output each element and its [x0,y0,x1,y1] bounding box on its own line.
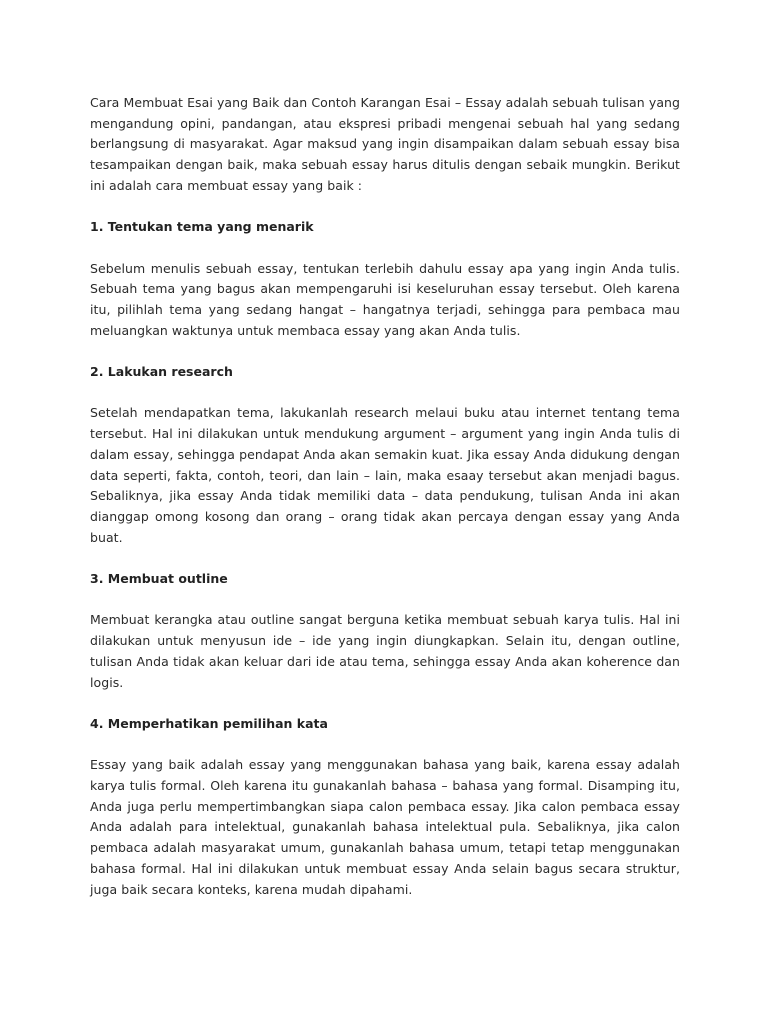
section-3 [90,569,680,693]
section-2 [90,362,680,548]
section-1 [90,217,680,341]
intro-paragraph: Cara Membuat Esai yang Baik dan Contoh Karangan Esai – Essay adalah sebuah tulisan yang mengandung opini, pandangan, atau ekspresi pribadi mengenai sebuah hal yang sedang berlangsung di masyarakat. Agar maksud yang ingin disampaikan dalam sebuah essay bisa tesampaikan dengan baik, maka sebuah essay harus ditulis dengan sebaik mungkin. Berikut ini adalah cara membuat essay yang baik : [90,95,680,193]
document-page [90,93,680,921]
section-paragraph: Membuat kerangka atau outline sangat berguna ketika membuat sebuah karya tulis. Hal ini dilakukan untuk menyusun ide – ide yang ingin diungkapkan. Selain itu, dengan outline, tulisan Anda tidak akan keluar dari ide atau tema, sehingga essay Anda akan koherence dan logis. [90,612,680,690]
section-4 [90,714,680,900]
section-heading: 4. Memperhatikan pemilihan kata [90,715,328,731]
section-heading: 3. Membuat outline [90,571,228,587]
section-paragraph: Essay yang baik adalah essay yang menggunakan bahasa yang baik, karena essay adalah karya tulis formal. Oleh karena itu gunakanlah bahasa – bahasa yang formal. Disamping itu, Anda juga perlu mempertimbangkan siapa calon pembaca essay. Jika calon pembaca essay Anda adalah para intelektual, gunakanlah bahasa intelektual pula. Sebaliknya, jika calon pembaca adalah masyarakat umum, gunakanlah bahasa umum, tetapi tetap menggunakan bahasa formal. Hal ini dilakukan untuk membuat essay Anda selain bagus secara struktur, juga baik secara konteks, karena mudah dipahami. [90,757,680,897]
section-paragraph: Setelah mendapatkan tema, lakukanlah research melaui buku atau internet tentang tema tersebut. Hal ini dilakukan untuk mendukung argument – argument yang ingin Anda tulis di dalam essay, sehingga pendapat Anda akan semakin kuat. Jika essay Anda didukung dengan data seperti, fakta, contoh, teori, dan lain – lain, maka esaay tersebut akan menjadi bagus. Sebaliknya, jika essay Anda tidak memiliki data – data pendukung, tulisan Anda ini akan dianggap omong kosong dan orang – orang tidak akan percaya dengan essay yang Anda buat. [90,405,680,545]
section-heading: 2. Lakukan research [90,364,233,380]
section-paragraph: Sebelum menulis sebuah essay, tentukan terlebih dahulu essay apa yang ingin Anda tulis. Sebuah tema yang bagus akan mempengaruhi isi keseluruhan essay tersebut. Oleh karena itu, pilihlah tema yang sedang hangat – hangatnya terjadi, sehingga para pembaca mau meluangkan waktunya untuk membaca essay yang akan Anda tulis. [90,260,680,338]
section-heading: 1. Tentukan tema yang menarik [90,219,314,235]
